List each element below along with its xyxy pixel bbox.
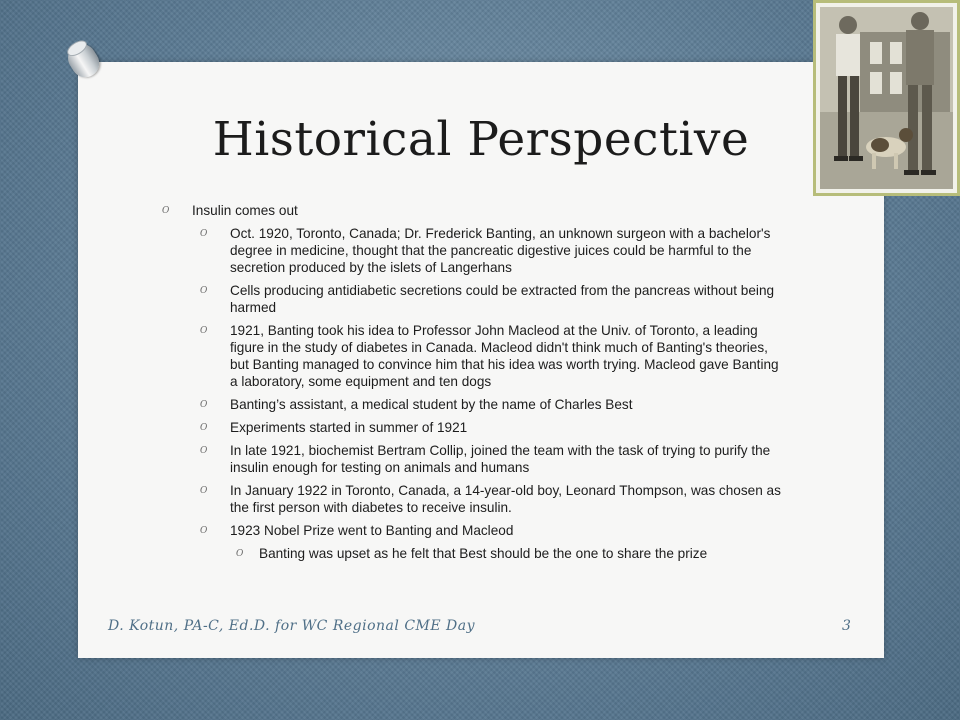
list-item-text: In late 1921, biochemist Bertram Collip, joined the team with the task of trying to purify the insulin enough for testing on animals and humans (230, 443, 771, 475)
list-item-text: Banting was upset as he felt that Best should be the one to share the prize (259, 546, 708, 561)
bullet-icon: O (236, 549, 244, 559)
list-item-text: 1921, Banting took his idea to Professor John Macleod at the Univ. of Toronto, a leading figure in the study of diabetes in Canada. Macleod didn't think much of Banting's theories, but Banting managed to convince him that his idea was worth trying. Macleod gave Banting a laboratory, some equipment and ten dogs (230, 323, 779, 389)
slide-footer: D. Kotun, PA-C, Ed.D. for WC Regional CME Day (108, 618, 476, 634)
list-item-text: In January 1922 in Toronto, Canada, a 14-year-old boy, Leonard Thompson, was chosen as the first person with diabetes to receive insulin. (230, 483, 781, 515)
bullet-icon: O (200, 229, 208, 239)
list-item (160, 482, 788, 516)
bullet-icon: O (200, 286, 208, 296)
list-item (160, 225, 788, 276)
bullet-icon: O (200, 526, 208, 536)
bullet-icon: O (162, 206, 170, 216)
list-item-text: Insulin comes out (192, 203, 298, 218)
list-item (160, 202, 788, 219)
list-item (160, 545, 788, 562)
bullet-icon: O (200, 486, 208, 496)
list-item (160, 442, 788, 476)
list-item (160, 322, 788, 390)
list-item (160, 522, 788, 539)
slide-title: Historical Perspective (212, 112, 750, 167)
list-item-text: 1923 Nobel Prize went to Banting and Macleod (230, 523, 514, 538)
list-item-text: Cells producing antidiabetic secretions could be extracted from the pancreas without being harmed (230, 283, 775, 315)
bullet-icon: O (200, 400, 208, 410)
page-number: 3 (842, 618, 851, 634)
list-item-text: Experiments started in summer of 1921 (230, 420, 468, 435)
list-item (160, 282, 788, 316)
bullet-icon: O (200, 446, 208, 456)
list-item-text: Banting’s assistant, a medical student by the name of Charles Best (230, 397, 633, 412)
list-item (160, 396, 788, 413)
list-item-text: Oct. 1920, Toronto, Canada; Dr. Frederick Banting, an unknown surgeon with a bachelor's degree in medicine, thought that the pancreatic digestive juices could be harmful to the secretion produced by the islets of Langerhans (230, 226, 771, 275)
bullet-icon: O (200, 326, 208, 336)
bullet-list (160, 202, 788, 568)
bullet-icon: O (200, 423, 208, 433)
list-item (160, 419, 788, 436)
